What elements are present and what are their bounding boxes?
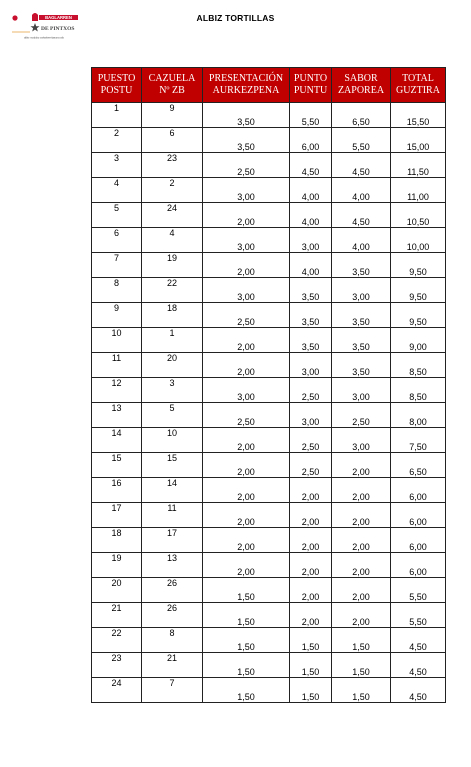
cell-total: 5,50	[391, 578, 446, 603]
table-row	[92, 428, 446, 453]
cell-punto: 2,50	[290, 428, 332, 453]
cell-puesto: 16	[92, 478, 142, 503]
cell-puesto: 17	[92, 503, 142, 528]
results-table	[91, 67, 446, 703]
cell-presentacion: 3,00	[203, 378, 290, 403]
cell-presentacion: 2,50	[203, 153, 290, 178]
cell-cazuela: 26	[142, 578, 203, 603]
cell-cazuela: 13	[142, 553, 203, 578]
cell-cazuela: 3	[142, 378, 203, 403]
cell-punto: 3,50	[290, 328, 332, 353]
cell-puesto: 15	[92, 453, 142, 478]
cell-total: 6,00	[391, 478, 446, 503]
cell-total: 15,50	[391, 103, 446, 128]
cell-total: 4,50	[391, 653, 446, 678]
cell-total: 9,00	[391, 328, 446, 353]
cell-cazuela: 1	[142, 328, 203, 353]
cell-punto: 2,00	[290, 553, 332, 578]
cell-sabor: 2,00	[332, 453, 391, 478]
cell-sabor: 3,00	[332, 278, 391, 303]
table-row	[92, 178, 446, 203]
cell-puesto: 8	[92, 278, 142, 303]
header-total-es: TOTAL	[402, 73, 434, 84]
header-sabor	[332, 68, 391, 103]
cell-total: 8,00	[391, 403, 446, 428]
logo-text-sub: DE PINTXOS	[41, 26, 75, 32]
cell-cazuela: 23	[142, 153, 203, 178]
table-row	[92, 653, 446, 678]
cell-sabor: 2,00	[332, 478, 391, 503]
header-puesto-eu: POSTU	[100, 85, 133, 96]
table-row	[92, 678, 446, 703]
cell-total: 9,50	[391, 253, 446, 278]
cell-presentacion: 2,00	[203, 528, 290, 553]
cell-punto: 2,00	[290, 503, 332, 528]
cell-sabor: 2,00	[332, 503, 391, 528]
cell-puesto: 13	[92, 403, 142, 428]
cell-presentacion: 3,00	[203, 278, 290, 303]
cell-sabor: 2,00	[332, 578, 391, 603]
cell-punto: 3,00	[290, 353, 332, 378]
cell-total: 9,50	[391, 303, 446, 328]
table-row	[92, 328, 446, 353]
cell-puesto: 4	[92, 178, 142, 203]
cell-puesto: 6	[92, 228, 142, 253]
cell-puesto: 21	[92, 603, 142, 628]
table-row	[92, 103, 446, 128]
header-puesto	[92, 68, 142, 103]
cell-total: 5,50	[391, 603, 446, 628]
cell-puesto: 19	[92, 553, 142, 578]
cell-sabor: 5,50	[332, 128, 391, 153]
cell-punto: 3,50	[290, 303, 332, 328]
cell-puesto: 3	[92, 153, 142, 178]
cell-total: 6,50	[391, 453, 446, 478]
header-sabor-es: SABOR	[344, 73, 378, 84]
header-presentacion	[203, 68, 290, 103]
cell-total: 6,00	[391, 553, 446, 578]
header-total	[391, 68, 446, 103]
cell-sabor: 3,50	[332, 303, 391, 328]
header-total-eu: GUZTIRA	[396, 85, 440, 96]
header-punto-es: PUNTO	[293, 73, 328, 84]
cell-presentacion: 2,00	[203, 428, 290, 453]
table-row	[92, 528, 446, 553]
cell-punto: 2,00	[290, 528, 332, 553]
table-row	[92, 503, 446, 528]
cell-total: 15,00	[391, 128, 446, 153]
cell-cazuela: 5	[142, 403, 203, 428]
table-row	[92, 353, 446, 378]
cell-punto: 1,50	[290, 678, 332, 703]
cell-presentacion: 3,00	[203, 228, 290, 253]
cell-total: 8,50	[391, 378, 446, 403]
header-sabor-eu: ZAPOREA	[337, 85, 385, 96]
cell-cazuela: 14	[142, 478, 203, 503]
cell-presentacion: 2,50	[203, 403, 290, 428]
cell-sabor: 4,00	[332, 178, 391, 203]
cell-punto: 1,50	[290, 653, 332, 678]
cell-cazuela: 9	[142, 103, 203, 128]
cell-sabor: 4,50	[332, 153, 391, 178]
cell-punto: 3,00	[290, 228, 332, 253]
cell-sabor: 3,00	[332, 378, 391, 403]
cell-presentacion: 2,00	[203, 353, 290, 378]
header-presentacion-es: PRESENTACIÓN	[208, 73, 284, 84]
cell-puesto: 7	[92, 253, 142, 278]
logo-star	[31, 23, 40, 32]
logo-text-main: BAGLARREN	[45, 15, 72, 21]
cell-cazuela: 18	[142, 303, 203, 328]
cell-punto: 1,50	[290, 628, 332, 653]
table-row	[92, 478, 446, 503]
cell-sabor: 2,00	[332, 528, 391, 553]
cell-presentacion: 2,00	[203, 478, 290, 503]
header-puesto-es: PUESTO	[97, 73, 136, 84]
cell-cazuela: 21	[142, 653, 203, 678]
cell-presentacion: 1,50	[203, 603, 290, 628]
table-row	[92, 553, 446, 578]
cell-presentacion: 3,00	[203, 178, 290, 203]
cell-presentacion: 2,00	[203, 453, 290, 478]
table-row	[92, 628, 446, 653]
header-punto	[290, 68, 332, 103]
cell-total: 8,50	[391, 353, 446, 378]
table-row	[92, 128, 446, 153]
cell-cazuela: 4	[142, 228, 203, 253]
cell-puesto: 5	[92, 203, 142, 228]
header-presentacion-eu: AURKEZPENA	[212, 85, 280, 96]
cell-sabor: 1,50	[332, 653, 391, 678]
cell-cazuela: 19	[142, 253, 203, 278]
cell-puesto: 11	[92, 353, 142, 378]
cell-cazuela: 24	[142, 203, 203, 228]
cell-punto: 2,50	[290, 453, 332, 478]
cell-puesto: 2	[92, 128, 142, 153]
cell-cazuela: 10	[142, 428, 203, 453]
header-row	[92, 68, 446, 103]
header-cazuela	[142, 68, 203, 103]
cell-total: 9,50	[391, 278, 446, 303]
cell-puesto: 23	[92, 653, 142, 678]
cell-presentacion: 1,50	[203, 653, 290, 678]
page-title: ALBIZ TORTILLAS	[196, 13, 275, 23]
cell-sabor: 2,50	[332, 403, 391, 428]
cell-cazuela: 8	[142, 628, 203, 653]
cell-cazuela: 22	[142, 278, 203, 303]
table-body	[92, 103, 446, 703]
header-cazuela-es: CAZUELA	[148, 73, 196, 84]
cell-sabor: 3,50	[332, 253, 391, 278]
cell-punto: 6,00	[290, 128, 332, 153]
cell-cazuela: 15	[142, 453, 203, 478]
cell-punto: 3,00	[290, 403, 332, 428]
table-row	[92, 228, 446, 253]
cell-total: 4,50	[391, 678, 446, 703]
table-header	[92, 68, 446, 103]
cell-sabor: 1,50	[332, 678, 391, 703]
table-row	[92, 278, 446, 303]
cell-presentacion: 3,50	[203, 103, 290, 128]
cell-punto: 2,00	[290, 578, 332, 603]
cell-sabor: 2,00	[332, 553, 391, 578]
cell-presentacion: 2,00	[203, 203, 290, 228]
cell-presentacion: 1,50	[203, 628, 290, 653]
table-row	[92, 253, 446, 278]
cell-presentacion: 2,00	[203, 503, 290, 528]
table-row	[92, 203, 446, 228]
cell-puesto: 1	[92, 103, 142, 128]
cell-presentacion: 2,00	[203, 553, 290, 578]
cell-total: 6,00	[391, 528, 446, 553]
cell-punto: 4,50	[290, 153, 332, 178]
cell-cazuela: 6	[142, 128, 203, 153]
cell-total: 11,00	[391, 178, 446, 203]
cell-cazuela: 11	[142, 503, 203, 528]
cell-total: 11,50	[391, 153, 446, 178]
table-row	[92, 303, 446, 328]
cell-total: 10,00	[391, 228, 446, 253]
cell-presentacion: 2,00	[203, 328, 290, 353]
cell-presentacion: 1,50	[203, 578, 290, 603]
cell-puesto: 10	[92, 328, 142, 353]
cell-cazuela: 26	[142, 603, 203, 628]
cell-sabor: 1,50	[332, 628, 391, 653]
cell-puesto: 18	[92, 528, 142, 553]
cell-punto: 2,50	[290, 378, 332, 403]
table-row	[92, 403, 446, 428]
cell-sabor: 3,50	[332, 353, 391, 378]
cell-cazuela: 17	[142, 528, 203, 553]
cell-cazuela: 2	[142, 178, 203, 203]
cell-total: 4,50	[391, 628, 446, 653]
cell-puesto: 14	[92, 428, 142, 453]
cell-puesto: 22	[92, 628, 142, 653]
cell-total: 10,50	[391, 203, 446, 228]
cell-punto: 4,00	[290, 203, 332, 228]
cell-total: 6,00	[391, 503, 446, 528]
cell-sabor: 6,50	[332, 103, 391, 128]
cell-punto: 2,00	[290, 478, 332, 503]
cell-sabor: 3,50	[332, 328, 391, 353]
cell-presentacion: 2,50	[203, 303, 290, 328]
cell-sabor: 2,00	[332, 603, 391, 628]
cell-cazuela: 7	[142, 678, 203, 703]
header-punto-eu: PUNTU	[293, 85, 328, 96]
table-row	[92, 378, 446, 403]
cell-puesto: 20	[92, 578, 142, 603]
table-row	[92, 578, 446, 603]
cell-sabor: 4,50	[332, 203, 391, 228]
cell-punto: 4,00	[290, 253, 332, 278]
cell-sabor: 3,00	[332, 428, 391, 453]
cell-sabor: 4,00	[332, 228, 391, 253]
cell-presentacion: 1,50	[203, 678, 290, 703]
cell-puesto: 24	[92, 678, 142, 703]
cell-punto: 5,50	[290, 103, 332, 128]
cell-punto: 3,50	[290, 278, 332, 303]
cell-cazuela: 20	[142, 353, 203, 378]
table-row	[92, 153, 446, 178]
cell-punto: 4,00	[290, 178, 332, 203]
cell-total: 7,50	[391, 428, 446, 453]
table-row	[92, 603, 446, 628]
cell-presentacion: 3,50	[203, 128, 290, 153]
table-row	[92, 453, 446, 478]
header-cazuela-eu: Nº ZB	[159, 85, 185, 96]
cell-presentacion: 2,00	[203, 253, 290, 278]
cell-puesto: 9	[92, 303, 142, 328]
cell-punto: 2,00	[290, 603, 332, 628]
logo-tagline: albiz moduko zaharberritasuna afo	[24, 36, 64, 40]
cell-puesto: 12	[92, 378, 142, 403]
